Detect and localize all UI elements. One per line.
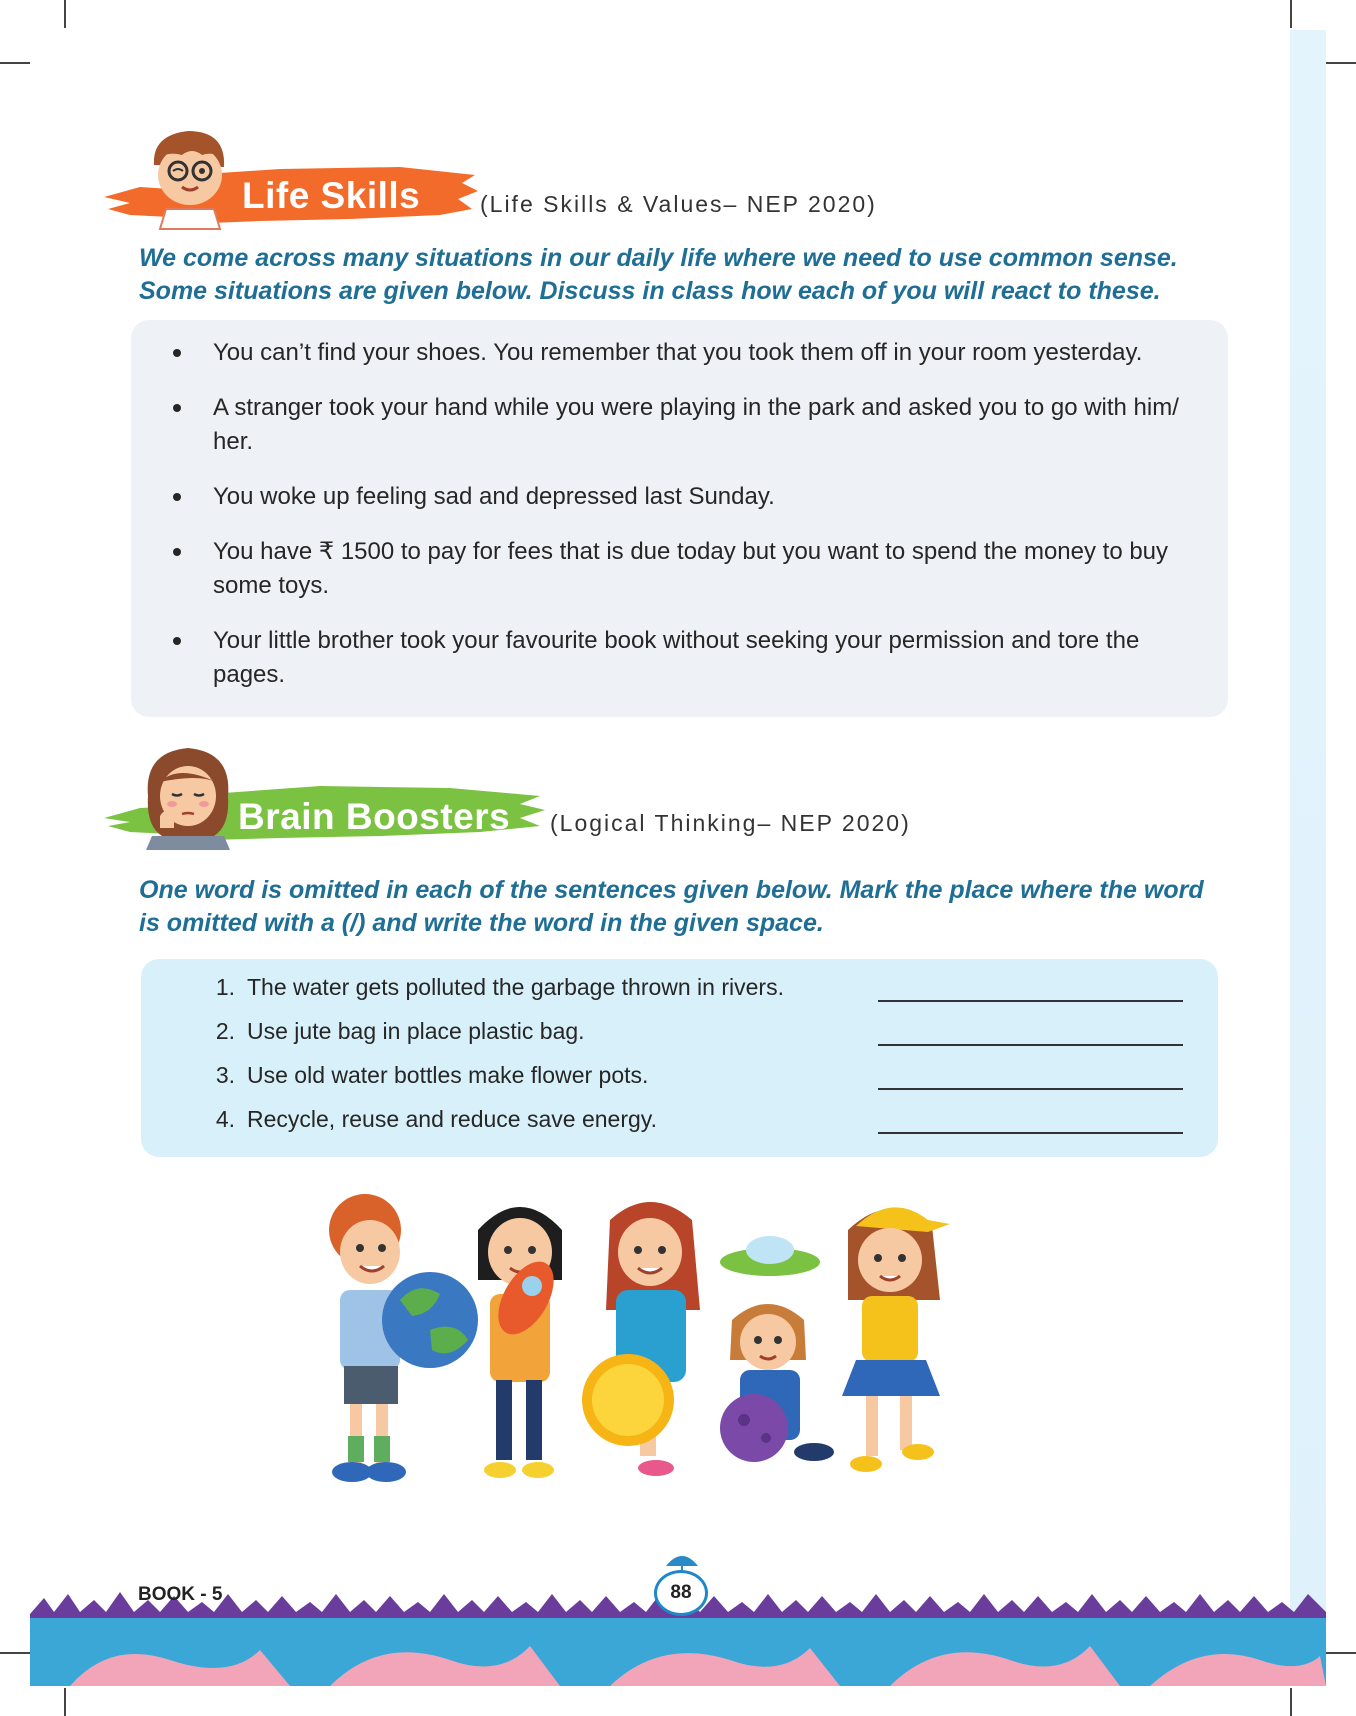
list-item: 1. The water gets polluted the garbage thrown in rivers. (205, 970, 1195, 1014)
answer-blank[interactable] (878, 1000, 1183, 1002)
girl-with-rocket-icon (478, 1207, 565, 1478)
crop-mark (1290, 0, 1292, 28)
bullet-icon (173, 493, 181, 501)
boy-with-globe-icon (329, 1194, 478, 1482)
list-item: 3. Use old water bottles make flower pots. (205, 1058, 1195, 1102)
brain-boosters-title: Brain Boosters (238, 796, 511, 837)
answer-blank[interactable] (878, 1044, 1183, 1046)
page-side-strip (1290, 30, 1326, 1686)
brain-boosters-heading (100, 740, 1000, 860)
bullet-icon (173, 404, 181, 412)
crop-mark (1326, 1652, 1356, 1654)
crop-mark (64, 1688, 66, 1716)
crop-mark (64, 0, 66, 28)
bullet-icon (173, 349, 181, 357)
answer-blank[interactable] (878, 1132, 1183, 1134)
book-label: BOOK - 5 (138, 1584, 223, 1605)
page-number: 88 (654, 1570, 708, 1616)
kids-illustration (300, 1190, 1060, 1510)
girl-thinking-icon (138, 740, 238, 850)
list-item: You woke up feeling sad and depressed last Sunday. (171, 480, 1211, 514)
life-skills-title: Life Skills (242, 175, 421, 216)
girl-with-cap-icon (842, 1207, 950, 1472)
life-skills-heading (100, 125, 900, 245)
crop-mark (0, 62, 30, 64)
list-item: 2. Use jute bag in place plastic bag. (205, 1014, 1195, 1058)
crop-mark (1326, 62, 1356, 64)
girl-with-sun-icon (582, 1202, 700, 1476)
life-skills-subtitle: (Life Skills & Values– NEP 2020) (480, 191, 877, 217)
crop-mark (1290, 1688, 1292, 1716)
list-item: 4. Recycle, reuse and reduce save energy. (205, 1102, 1195, 1146)
answer-blank[interactable] (878, 1088, 1183, 1090)
list-item: Your little brother took your favourite book without seeking your permission and tore the pages. (171, 624, 1211, 692)
bullet-icon (173, 548, 181, 556)
brain-boosters-instruction: One word is omitted in each of the sentences given below. Mark the place where the word is omitted with a (/) and write the word in the given space. (139, 876, 1204, 937)
umbrella-icon (662, 1546, 702, 1570)
girl-with-planet-icon (720, 1236, 834, 1462)
list-item: You have ₹ 1500 to pay for fees that is due today but you want to spend the money to buy some toys. (171, 535, 1211, 603)
life-skills-list (171, 336, 1211, 713)
brain-boosters-list (205, 970, 1195, 1146)
list-item: You can’t find your shoes. You remember that you took them off in your room yesterday. (171, 336, 1211, 370)
bullet-icon (173, 637, 181, 645)
crop-mark (0, 1652, 30, 1654)
boy-with-glasses-icon (140, 125, 240, 235)
brain-boosters-subtitle: (Logical Thinking– NEP 2020) (550, 810, 911, 836)
life-skills-instruction: We come across many situations in our daily life where we need to use common sense. Some situations are given below. Discuss in class how each of you will react to these. (139, 244, 1178, 305)
list-item: A stranger took your hand while you were playing in the park and asked you to go with him/ her. (171, 391, 1211, 459)
